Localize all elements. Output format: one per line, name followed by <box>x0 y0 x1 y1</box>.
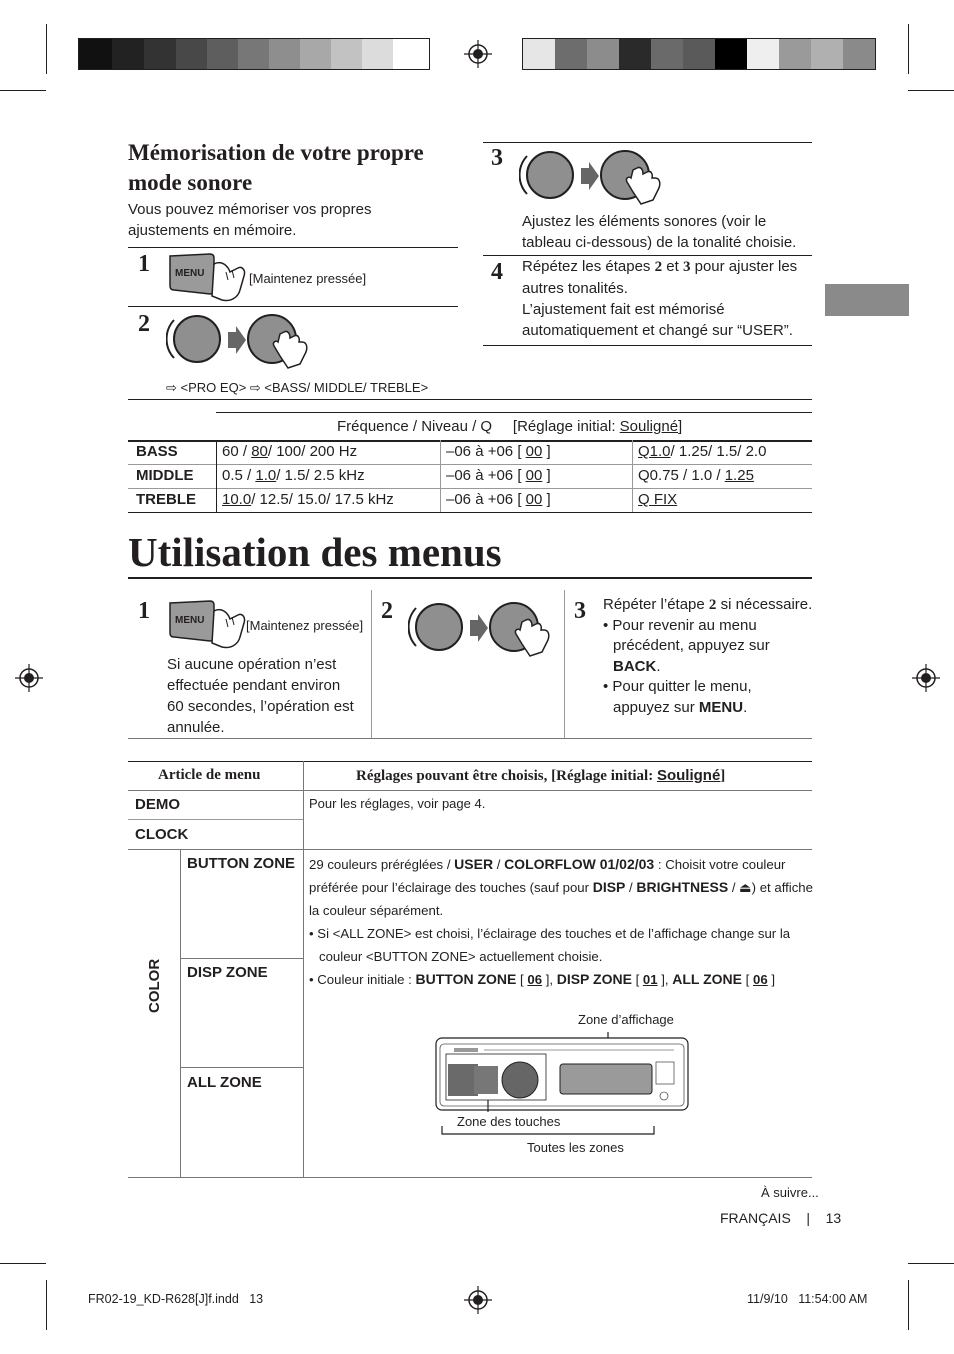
step-number: 3 <box>491 145 503 171</box>
crop-mark <box>908 90 954 91</box>
step3-text: Répéter l’étape 2 si nécessaire. • Pour revenir au menu précédent, appuyez sur BACK. • Pour quitter le menu, appuyez sur MENU. <box>603 596 813 716</box>
control-dial-turn-icon[interactable] <box>408 596 468 658</box>
language-tab <box>825 284 909 316</box>
step-number: 3 <box>574 598 586 624</box>
menu-item-all-zone: ALL ZONE <box>187 1074 262 1091</box>
menu-button-press-icon[interactable] <box>166 250 250 306</box>
step-number: 2 <box>138 311 150 337</box>
arrow-right-icon <box>579 162 599 190</box>
label-all-zones: Toutes les zones <box>527 1140 624 1155</box>
menu-item-demo: DEMO <box>135 796 180 813</box>
registration-mark-icon <box>464 1286 492 1314</box>
svg-text:MENU: MENU <box>175 268 205 279</box>
control-dial-press-icon[interactable] <box>244 310 318 372</box>
color-bar-left <box>78 38 430 70</box>
menu-path: ⇨ <PRO EQ> ⇨ <BASS/ MIDDLE/ TREBLE> <box>166 380 429 395</box>
crop-mark <box>46 24 47 74</box>
control-dial-press-icon[interactable] <box>597 146 671 208</box>
menu-item-clock: CLOCK <box>135 826 189 843</box>
menu-item-disp-zone: DISP ZONE <box>187 964 268 981</box>
footer-language: FRANÇAIS | 13 <box>720 1210 842 1226</box>
color-bar-right <box>522 38 876 70</box>
crop-mark <box>0 1263 46 1264</box>
footer-filename: FR02-19_KD-R628[J]f.indd 13 <box>88 1292 264 1306</box>
page-title: Utilisation des menus <box>128 529 502 575</box>
hold-instruction: [Maintenez pressée] <box>246 618 364 633</box>
label-display-zone: Zone d’affichage <box>578 1012 674 1027</box>
registration-mark-icon <box>464 40 492 68</box>
color-description: 29 couleurs préréglées / USER / COLORFLOW 01/02/03 : Choisit votre couleur préférée pour l’éclairage des touches (sauf pour DISP / BRIGHTNESS / ⏏) et affiche la couleur séparément. • Si <ALL ZONE> est choisi, l’éclairage des touches et de l’affichage change sur la couleur <BUTTON ZONE> actuellement choisie. • Couleur initiale : BUTTON ZONE [ 06 ], DISP ZONE [ 01 ], ALL ZONE [ 06 ] <box>309 856 813 987</box>
section-heading: Mémorisation de votre propre mode sonore <box>128 140 424 195</box>
step3-text: Ajustez les éléments sonores (voir le tableau ci-dessous) de la tonalité choisie. <box>522 213 797 251</box>
step1-note: Si aucune opération n’est effectuée pendant environ 60 secondes, l’opération est annulée. <box>167 656 354 736</box>
arrow-right-icon <box>468 614 488 642</box>
eq-row-middle: MIDDLE 0.5 / 1.0/ 1.5/ 2.5 kHz –06 à +06 [ 00 ] Q0.75 / 1.0 / 1.25 <box>136 467 754 484</box>
label-button-zone: Zone des touches <box>457 1114 561 1129</box>
registration-mark-icon <box>912 664 940 692</box>
step4-text: Répétez les étapes 2 et 3 pour ajuster les autres tonalités. L’ajustement fait est mémorisé automatiquement et changé sur “USER”. <box>522 258 798 339</box>
menu-table-col2: Réglages pouvant être choisis, [Réglage initial: Souligné] <box>356 767 726 784</box>
arrow-right-icon <box>226 326 246 354</box>
crop-mark <box>46 1280 47 1330</box>
menu-item-color: COLOR <box>146 958 163 1013</box>
registration-mark-icon <box>15 664 43 692</box>
crop-mark <box>908 1280 909 1330</box>
svg-text:MENU: MENU <box>175 615 205 626</box>
eq-row-treble: TREBLE 10.0/ 12.5/ 15.0/ 17.5 kHz –06 à +06 [ 00 ] Q FIX <box>136 491 678 508</box>
step-number: 4 <box>491 259 503 285</box>
crop-mark <box>908 24 909 74</box>
menu-item-button-zone: BUTTON ZONE <box>187 855 296 872</box>
eq-table-header: Fréquence / Niveau / Q [Réglage initial: Souligné] <box>337 418 683 435</box>
step-number: 1 <box>138 598 150 624</box>
control-dial-turn-icon[interactable] <box>166 308 226 370</box>
car-stereo-illustration <box>434 1030 690 1180</box>
step-number: 2 <box>381 598 393 624</box>
control-dial-turn-icon[interactable] <box>519 144 579 206</box>
step-number: 1 <box>138 251 150 277</box>
eq-row-bass: BASS 60 / 80/ 100/ 200 Hz –06 à +06 [ 00 ] Q1.0/ 1.25/ 1.5/ 2.0 <box>136 443 767 460</box>
menu-table-col1: Article de menu <box>158 767 261 783</box>
footer-date: 11/9/10 11:54:00 AM <box>747 1292 868 1306</box>
hold-instruction: [Maintenez pressée] <box>249 271 367 286</box>
continued-note: À suivre... <box>761 1185 819 1200</box>
crop-mark <box>908 1263 954 1264</box>
section-intro: Vous pouvez mémoriser vos propres ajustements en mémoire. <box>128 201 372 239</box>
demo-description: Pour les réglages, voir page 4. <box>309 796 486 811</box>
control-dial-press-icon[interactable] <box>486 598 560 660</box>
crop-mark <box>0 90 46 91</box>
menu-button-press-icon[interactable] <box>166 597 250 653</box>
